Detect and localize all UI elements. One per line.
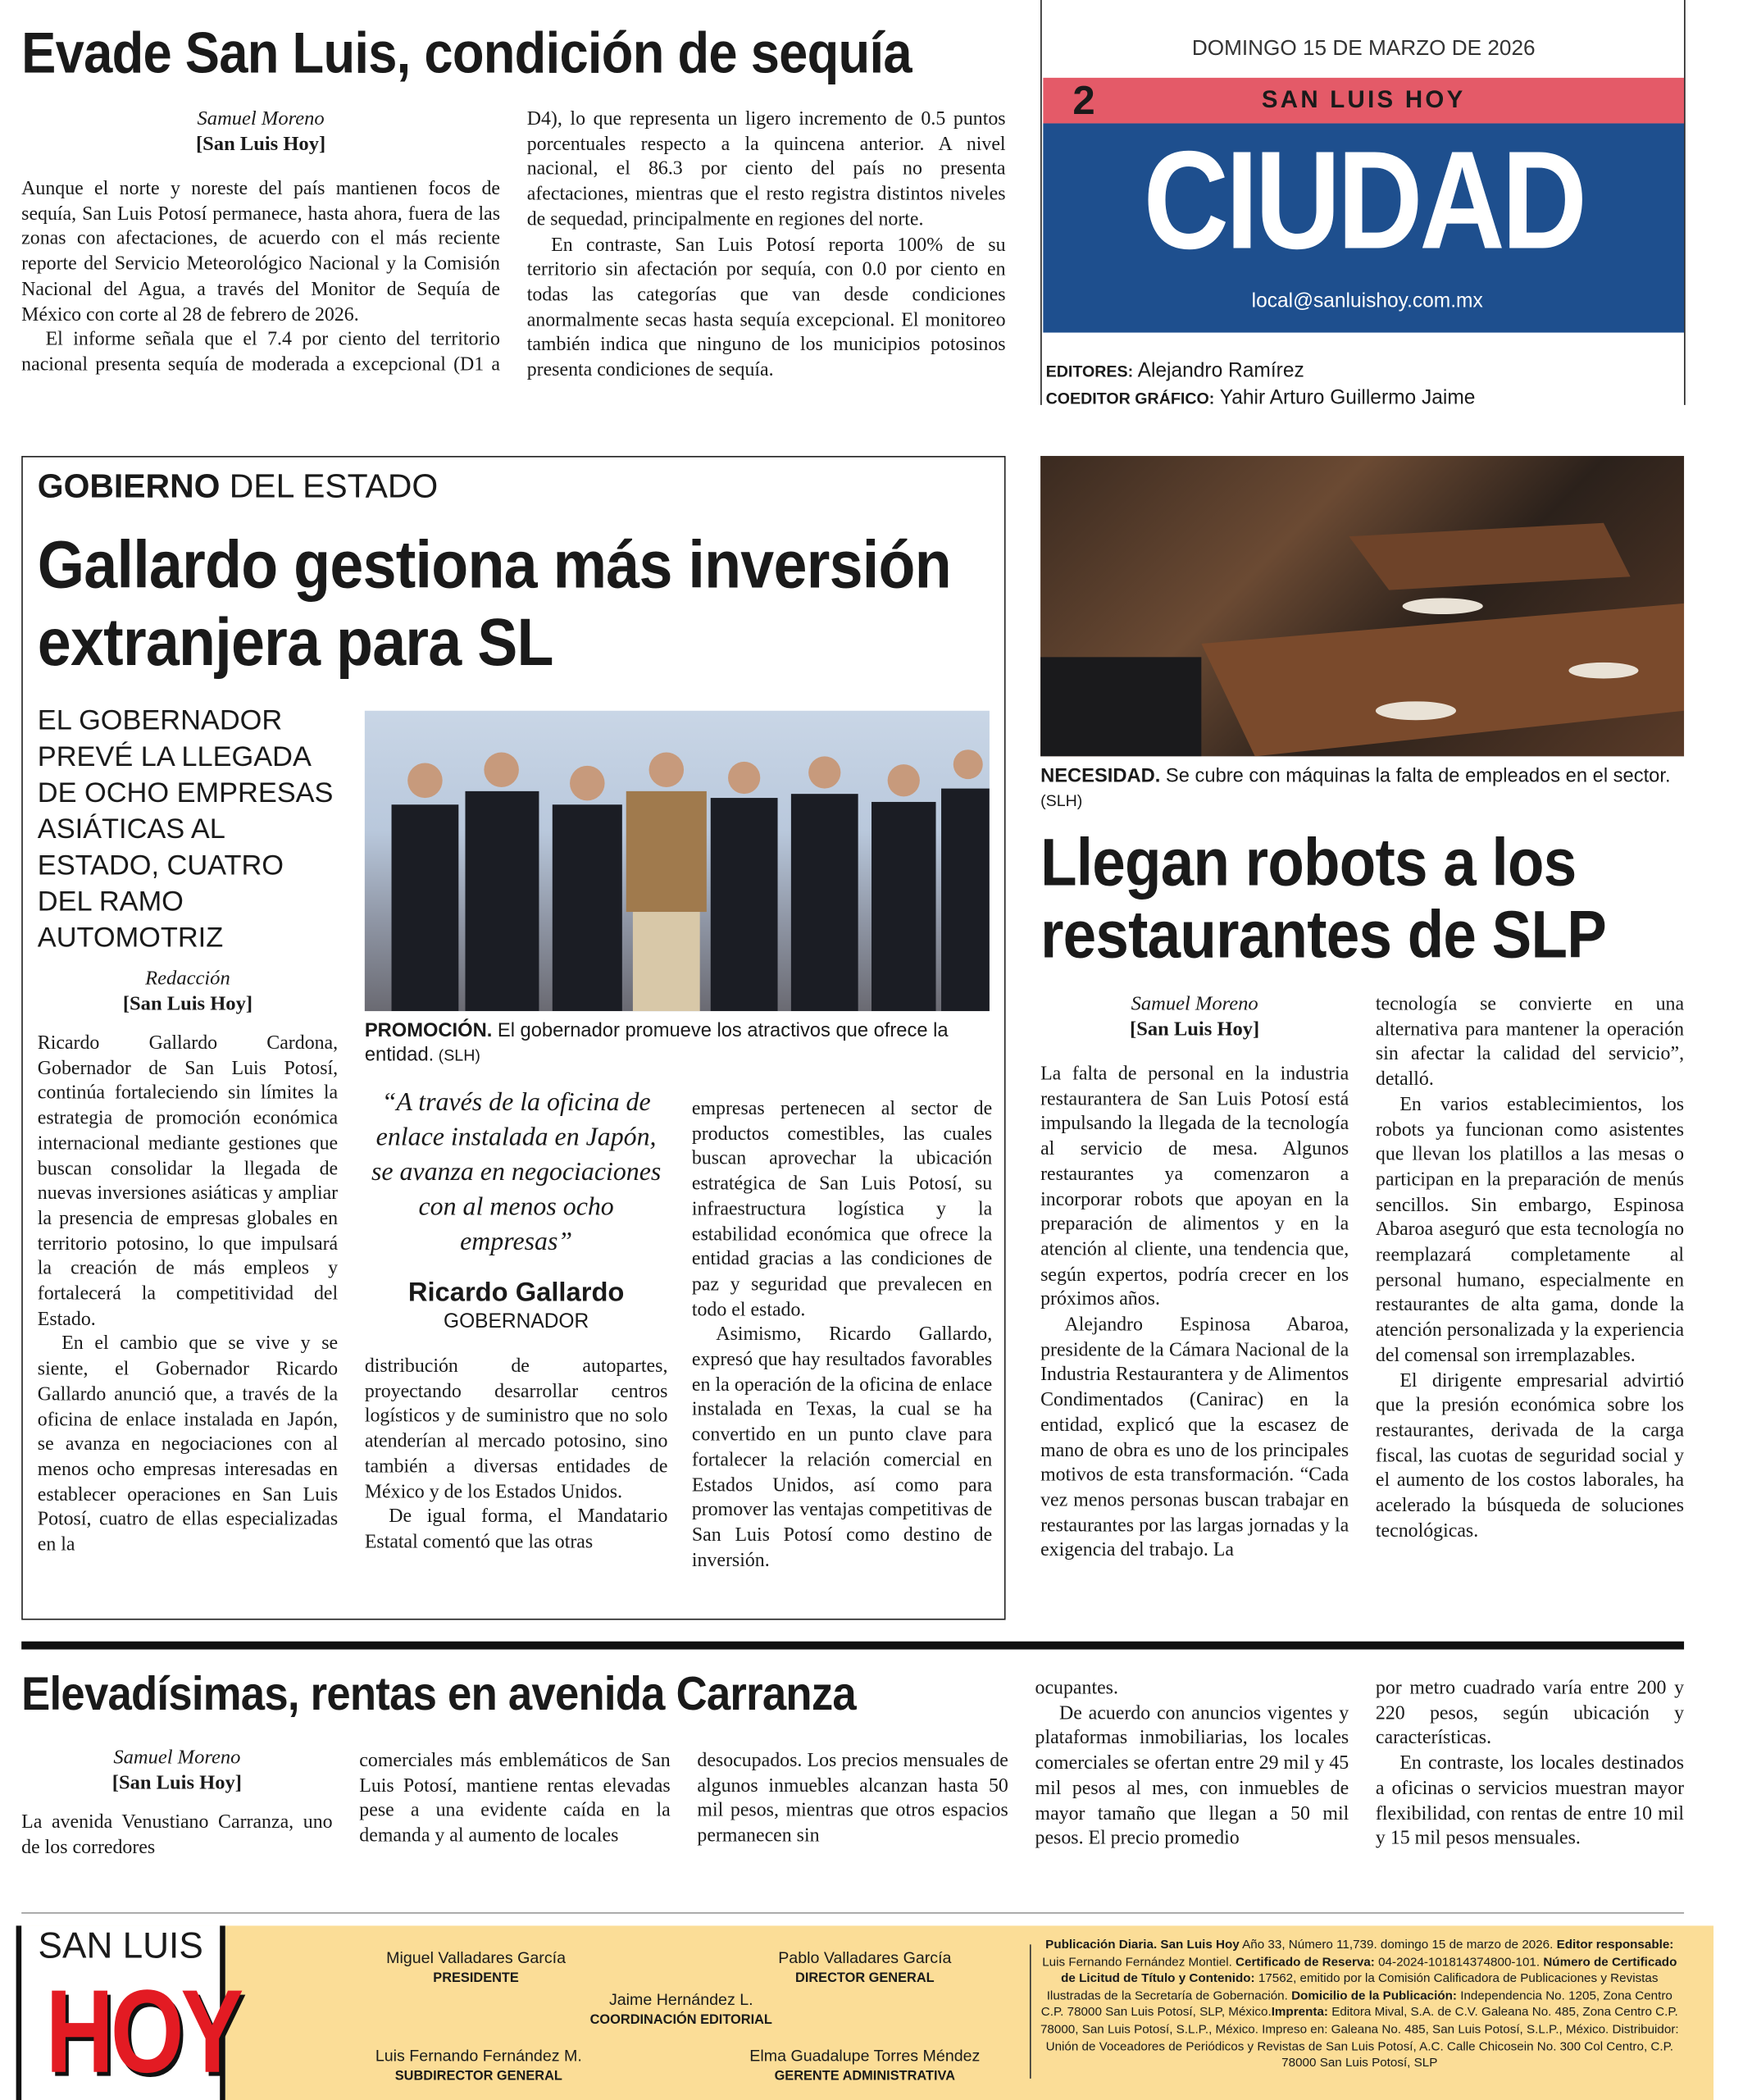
section-header <box>1043 123 1684 332</box>
paragraph: por metro cuadrado varía entre 200 y 220 pesos, según ubicación y características. <box>1375 1677 1685 1750</box>
value: Yahir Arturo Guillermo Jaime <box>1219 385 1476 409</box>
column-text <box>1040 992 1684 1564</box>
subhead: EL GOBERNADOR PREVÉ LA LLEGADA DE OCHO EMPRESAS ASIÁTICAS AL ESTADO, CUATRO DEL RAMO AUTOMOTRIZ <box>37 705 334 954</box>
section-band <box>1043 78 1684 124</box>
outlet: [San Luis Hoy] <box>1130 1018 1260 1041</box>
paragraph: Ricardo Gallardo Cardona, Gobernador de San Luis Potosí, continúa fortaleciendo sin límites la estrategia de promoción económica internacional mediante gestiones que buscan consolidar la llegada de nuevas inversiones asiáticas y ampliar la presencia de empresas globales en territorio potosino, lo que impulsará la creación de más empleos y fortalecerá la competitividad del Estado. <box>37 1032 339 1330</box>
robots-photo-caption <box>1040 764 1690 813</box>
byline <box>21 107 500 158</box>
editors-credit <box>1046 358 1476 412</box>
staff-role: GERENTE ADMINISTRATIVA <box>774 2069 956 2084</box>
staff-name: Elma Guadalupe Torres Méndez <box>749 2046 981 2066</box>
kicker-bold: GOBIERNO <box>37 467 221 506</box>
legal-label: Imprenta: <box>1271 2005 1328 2019</box>
staff-member <box>362 1948 590 1988</box>
main-col1 <box>38 703 338 1558</box>
robots-headline: Llegan robots a los restaurantes de SLP <box>1040 824 1607 973</box>
paragraph: En varios establecimientos, los robots ya funcionan como asistentes que llevan los platillos a las mesas o participan en la preparación de menús sencillos. Sin embargo, Espinosa Abaroa aseguró que esta tecnología no reemplazará completamente al personal humano, especialmente en restaurantes de alta gama, donde la atención personalizada y la experiencia del comensal son irremplazables. <box>1375 1094 1685 1367</box>
legal-text: Editora Mival, S.A. de C.V. Galeana No. 485, Zona Centro C.P. 78000, San Luis Potosí, S.L.P., México. Impreso en: Galeana No. 485, San Luis Potosí, S.L.P., México. Distribuidor: Unión de Voceadores de Periódicos y Revistas de San Luis Potosí, A.C. Calle Chicosein No. 300 Col Centro, C.P. 78000 San Luis Potosí, SLP <box>1040 2005 1679 2070</box>
divider <box>21 1912 1684 1914</box>
legal-text: 04-2024-101814374800-101. <box>1374 1954 1544 1969</box>
staff-member <box>751 1948 979 1988</box>
divider <box>1684 0 1686 405</box>
rent-col2 <box>359 1749 670 1849</box>
staff-member <box>724 2047 1005 2087</box>
main-headline: Gallardo gestiona más inversión extranjera para SL <box>37 526 951 681</box>
divider <box>1030 1944 1031 2079</box>
paragraph: empresas pertenecen al sector de productos comestibles, las cuales buscan aprovechar la ubicación estratégica de San Luis Potosí, su infraestructura logística y la estabilidad económica que ofrece la entidad gracias a las condiciones de paz y seguridad que prevalecen en todo el estado. <box>691 1098 993 1321</box>
author: Samuel Moreno <box>113 1747 241 1770</box>
byline <box>38 967 338 1018</box>
staff-member <box>563 1990 799 2030</box>
legal-text: Luis Fernando Fernández Montiel. <box>1042 1954 1236 1969</box>
kicker-rest: DEL ESTADO <box>220 467 439 506</box>
paragraph: La falta de personal en la industria restaurantera de San Luis Potosí está impulsando la llegada de la tecnología al servicio de mesa. Algunos restaurantes ya comenzaron a incorporar robots que apoyan en la preparación de alimentos y en la atención al cliente, una tendencia que, según expertos, podría crecer en los próximos años. <box>1040 1063 1349 1311</box>
author: Redacción <box>145 968 230 990</box>
paragraph: En contraste, los locales destinados a oficinas o servicios muestran mayor flexibilidad, con rentas de entre 10 mil y 15 mil pesos mensuales. <box>1375 1752 1685 1850</box>
paragraph: desocupados. Los precios mensuales de algunos inmuebles alcanzan hasta 50 mil pesos, mientras que otros espacios permanecen sin <box>697 1750 1008 1847</box>
paragraph: ocupantes. <box>1035 1677 1118 1700</box>
footer-logo <box>16 1925 241 2100</box>
caption-label: NECESIDAD. <box>1040 765 1161 787</box>
pull-quote: “A través de la oficina de enlace instalada en Japón, se avanza en negociaciones con al menos ocho empresas” <box>371 1088 662 1257</box>
staff-name: Luis Fernando Fernández M. <box>375 2046 582 2066</box>
caption-label: PROMOCIÓN. <box>364 1020 493 1042</box>
logo-bottom: HOY <box>45 1964 241 2098</box>
staff-name: Miguel Valladares García <box>386 1948 567 1968</box>
paragraph: tecnología se convierte en una alternativa para mantener la operación sin afectar la calidad del servicio”, detalló. <box>1375 993 1685 1091</box>
byline <box>1040 992 1349 1043</box>
staff-name: Jaime Hernández L. <box>608 1989 753 2009</box>
legal-text: Independencia No. 1205, Zona Centro C.P. 78000 San Luis Potosí, SLP, México. <box>1040 1988 1672 2019</box>
staff-member <box>351 2047 606 2087</box>
paragraph: La avenida Venustiano Carranza, uno de los corredores <box>21 1811 333 1859</box>
staff-name: Pablo Valladares García <box>778 1948 952 1968</box>
author: Samuel Moreno <box>1131 993 1258 1015</box>
paper-name: SAN LUIS HOY <box>1261 85 1466 113</box>
edition-date: DOMINGO 15 DE MARZO DE 2026 <box>1191 37 1536 61</box>
author: Samuel Moreno <box>197 108 325 130</box>
photo-restaurant-tables <box>1040 456 1684 756</box>
paragraph: distribución de autopartes, proyectando desarrollar centros logísticos y de suministro que no solo atenderían al mercado potosino, sino también a diversas entidades de México y de los Estados Unidos. <box>364 1355 668 1503</box>
robots-columns <box>1040 992 1684 1564</box>
legal-label: Número de Certificado de Licitud de Título y Contenido: <box>1061 1954 1677 1985</box>
staff-role: PRESIDENTE <box>433 1971 519 1987</box>
rent-col1 <box>21 1746 332 1861</box>
photo-officials-group <box>365 711 990 1011</box>
outlet: [San Luis Hoy] <box>122 993 253 1015</box>
top-story-headline: Evade San Luis, condición de sequía <box>21 21 912 86</box>
kicker <box>38 468 438 507</box>
legal-label: Editor responsable: <box>1556 1938 1674 1952</box>
page-number: 2 <box>1072 79 1095 124</box>
paragraph: De igual forma, el Mandatario Estatal comentó que las otras <box>364 1506 668 1553</box>
paragraph: En contraste, San Luis Potosí reporta 100% de su territorio sin afectación por sequía, con 0.0 por ciento en todas las categorías que van desde condiciones anormalmente secas hasta sequía excepcional. El monitoreo también indica que ninguno de los municipios potosinos presenta condiciones de sequía. <box>526 234 1006 381</box>
staff-role: COORDINACIÓN EDITORIAL <box>589 2012 772 2028</box>
label: COEDITOR GRÁFICO: <box>1045 389 1215 408</box>
caption-source: (SLH) <box>1040 790 1083 810</box>
rent-headline: Elevadísimas, rentas en avenida Carranza <box>21 1668 856 1721</box>
rent-col3 <box>697 1749 1008 1849</box>
column-text <box>21 1811 332 1861</box>
caption-source: (SLH) <box>434 1045 480 1065</box>
section-rule <box>21 1642 1684 1650</box>
caption-text: Se cubre con máquinas la falta de empleados en el sector. <box>1160 765 1671 787</box>
byline <box>21 1746 332 1797</box>
label: EDITORES: <box>1045 362 1134 381</box>
legal-label: Domicilio de la Publicación: <box>1291 1988 1457 2002</box>
divider <box>1040 0 1042 405</box>
rent-col5 <box>1376 1676 1684 1852</box>
section-email[interactable]: local@sanluishoy.com.mx <box>1251 289 1483 313</box>
logo-top: SAN LUIS <box>38 1925 203 1966</box>
people-illustration <box>365 711 990 1011</box>
paragraph: Alejandro Espinosa Abaroa, presidente de la Cámara Nacional de la Industria Restaurantera y de Alimentos Condimentados (Canirac) en la entidad, explicó que la escasez de mano de obra es uno de los principales motivos de esta transformación. “Cada vez menos personas buscan trabajar en restaurantes por las largas jornadas y la exigencia del trabajo. La <box>1040 1314 1349 1562</box>
paragraph: Asimismo, Ricardo Gallardo, expresó que hay resultados favorables en la operación de la oficina de enlace instalada en Texas, la cual se ha convertido en un punto clave para fortalecer la relación comercial en Estados Unidos, así como para promover las ventajas competitivas de San Luis Potosí como destino de inversión. <box>691 1323 993 1572</box>
outlet: [San Luis Hoy] <box>111 1772 242 1795</box>
quote-title: GOBERNADOR <box>444 1310 589 1333</box>
top-story-columns <box>21 107 1005 383</box>
restaurant-illustration <box>1040 456 1684 756</box>
legal-label: Certificado de Reserva: <box>1236 1954 1375 1969</box>
outlet: [San Luis Hoy] <box>195 134 326 156</box>
main-col2 <box>365 1355 668 1556</box>
main-photo-caption <box>365 1019 995 1068</box>
main-col3 <box>692 1097 992 1574</box>
legal-notice <box>1035 1937 1685 2072</box>
paragraph: comerciales más emblemáticos de San Luis Potosí, mantiene rentas elevadas pese a una evidente caída en la demanda y al aumento de locales <box>359 1750 671 1847</box>
paragraph: El informe señala que el 7.4 por ciento del territorio nacional presenta sequía de moderada a excepcional (D1 a D4), lo que representa un ligero incremento de 0.5 puntos porcentuales respecto a la quincena anterior. A nivel nacional, el 86.3 por ciento del país no presenta afectaciones, mientras que el resto registra distintos niveles de sequedad, principalmente en regiones del norte. <box>21 108 1006 376</box>
legal-text: 17562, emitido por la Comisión Calificadora de Publicaciones y Revistas Ilustradas de la Secretaría de Gobernación. <box>1046 1971 1659 2002</box>
quote-block <box>365 1086 668 1556</box>
staff-role: DIRECTOR GENERAL <box>795 1971 935 1987</box>
paragraph: De acuerdo con anuncios vigentes y plataformas inmobiliarias, los locales comerciales se ofertan entre 29 mil y 45 mil pesos al mes, con inmuebles de mayor tamaño que llegan a 50 mil pesos. El precio promedio <box>1035 1702 1349 1850</box>
section-title: CIUDAD <box>1143 123 1584 280</box>
quote-name: Ricardo Gallardo <box>407 1278 625 1308</box>
paragraph: El dirigente empresarial advirtió que la presión económica sobre los restaurantes, derivada de la carga fiscal, las cuotas de seguridad social y el aumento de los costos laborales, ha acelerado la búsqueda de soluciones tecnológicas. <box>1375 1369 1685 1542</box>
paragraph: Aunque el norte y noreste del país mantienen focos de sequía, San Luis Potosí permanece, hasta ahora, fuera de las zonas con afectaciones, de acuerdo con el más reciente reporte del Servicio Meteorológico Nacional y la Comisión Nacional del Agua, a través del Monitor de Sequía de México con corte al 28 de febrero de 2026. <box>21 178 501 326</box>
legal-label: Publicación Diaria. San Luis Hoy <box>1045 1938 1240 1952</box>
caption-text: El gobernador promueve los atractivos que ofrece la entidad. <box>364 1020 949 1067</box>
legal-text: Año 33, Número 11,739. domingo 15 de marzo de 2026. <box>1239 1938 1557 1952</box>
value: Alejandro Ramírez <box>1137 359 1304 383</box>
paragraph: En el cambio que se vive y se siente, el Gobernador Ricardo Gallardo anunció que, a través de la oficina de enlace instalada en Japón, se avanza en negociaciones con al menos ocho empresas interesadas en establecer operaciones en San Luis Potosí, cuatro de ellas especializadas en la <box>37 1333 339 1556</box>
rent-col4 <box>1035 1676 1349 1852</box>
column-text <box>38 1032 338 1558</box>
staff-role: SUBDIRECTOR GENERAL <box>394 2069 562 2084</box>
